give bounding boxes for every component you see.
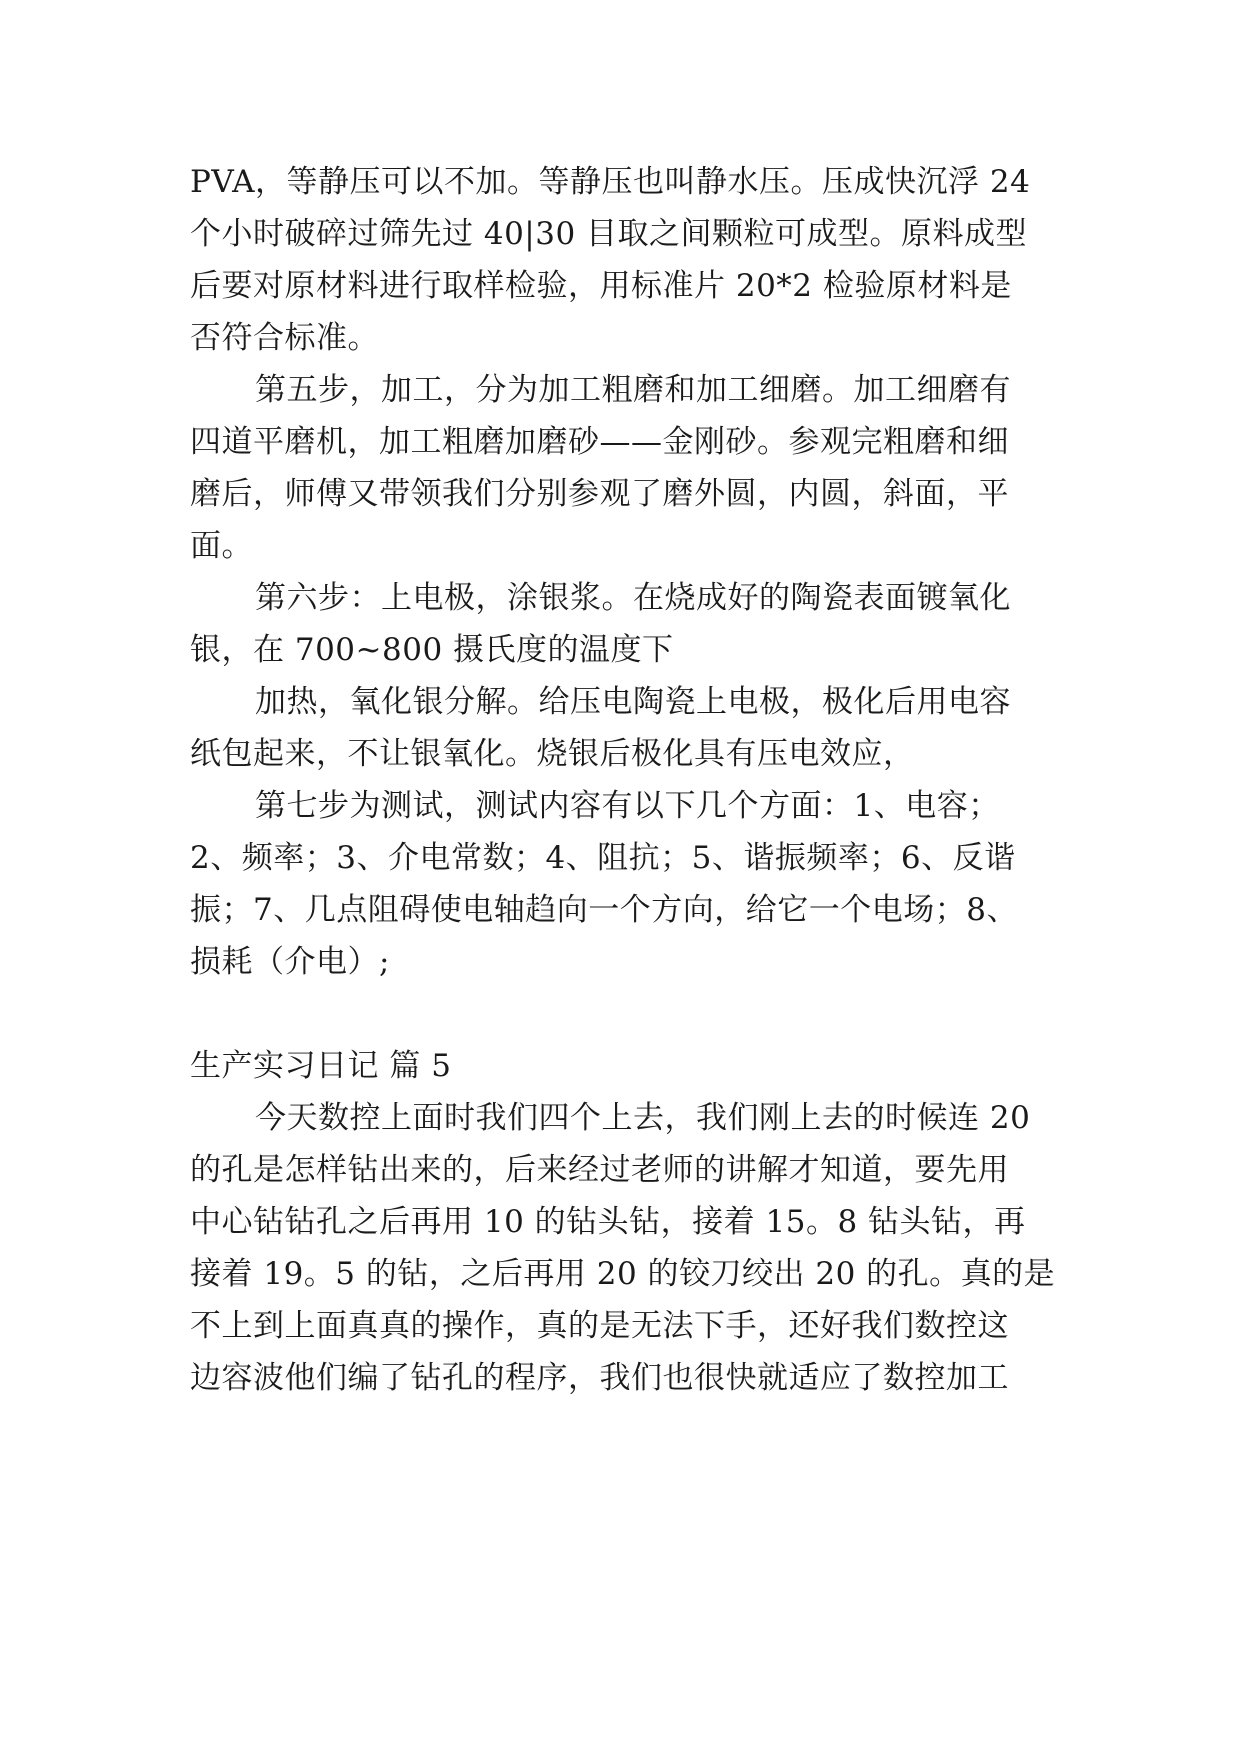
paragraph-start: 今天数控上面时我们四个上去，我们刚上去的时候连 20 — [255, 1100, 1031, 1136]
text-line: 不上到上面真真的操作，真的是无法下手，还好我们数控这 — [190, 1308, 1009, 1344]
text-line: 否符合标准。 — [190, 320, 379, 356]
text-line: 个小时破碎过筛先过 40|30 目取之间颗粒可成型。原料成型 — [190, 216, 1028, 252]
text-line: PVA，等静压可以不加。等静压也叫静水压。压成快沉浮 24 — [190, 164, 1031, 200]
section-title: 生产实习日记 篇 5 — [190, 1048, 452, 1084]
text-line: 四道平磨机，加工粗磨加磨砂——金刚砂。参观完粗磨和细 — [190, 424, 1009, 460]
text-line: 接着 19。5 的钻，之后再用 20 的铰刀绞出 20 的孔。真的是 — [190, 1256, 1056, 1292]
text-line: 磨后，师傅又带领我们分别参观了磨外圆，内圆，斜面，平 — [190, 476, 1009, 512]
text-line: 2、频率；3、介电常数；4、阻抗；5、谐振频率；6、反谐 — [190, 840, 1016, 876]
text-line: 面。 — [190, 528, 253, 564]
text-line: 振；7、几点阻碍使电轴趋向一个方向，给它一个电场；8、 — [190, 892, 1018, 928]
text-line: 的孔是怎样钻出来的，后来经过老师的讲解才知道，要先用 — [190, 1152, 1009, 1188]
text-line: 纸包起来，不让银氧化。烧银后极化具有压电效应， — [190, 736, 915, 772]
paragraph-start: 第五步，加工，分为加工粗磨和加工细磨。加工细磨有 — [255, 372, 1011, 408]
paragraph-start: 第七步为测试，测试内容有以下几个方面：1、电容； — [255, 788, 1000, 824]
text-line: 边容波他们编了钻孔的程序，我们也很快就适应了数控加工 — [190, 1360, 1009, 1396]
paragraph-start: 加热，氧化银分解。给压电陶瓷上电极，极化后用电容 — [255, 684, 1011, 720]
text-line: 中心钻钻孔之后再用 10 的钻头钻，接着 15。8 钻头钻，再 — [190, 1204, 1026, 1240]
text-line: 后要对原材料进行取样检验，用标准片 20*2 检验原材料是 — [190, 268, 1012, 304]
paragraph-start: 第六步：上电极，涂银浆。在烧成好的陶瓷表面镀氧化 — [255, 580, 1011, 616]
text-line: 银，在 700~800 摄氏度的温度下 — [190, 632, 674, 668]
text-line: 损耗（介电）; — [190, 944, 390, 980]
